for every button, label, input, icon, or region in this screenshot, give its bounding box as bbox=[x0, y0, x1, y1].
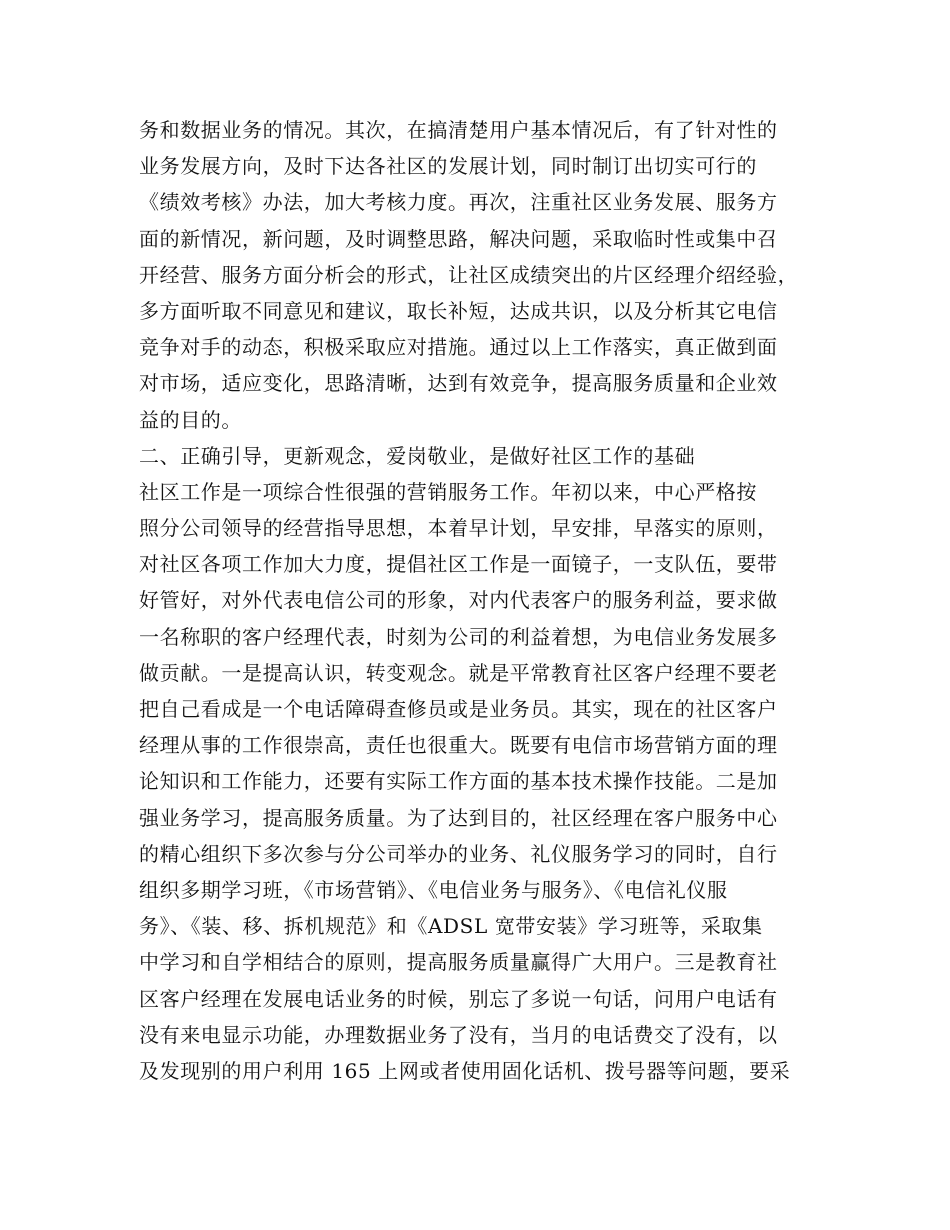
text-line: 经理从事的工作很崇高，责任也很重大。既要有电信市场营销方面的理 bbox=[139, 733, 778, 758]
body-text bbox=[139, 112, 839, 1089]
text-line: 好管好，对外代表电信公司的形象，对内代表客户的服务利益，要求做 bbox=[139, 588, 778, 613]
text-line: 面的新情况，新问题，及时调整思路，解决问题，采取临时性或集中召 bbox=[139, 226, 778, 251]
text-line: 竞争对手的动态，积极采取应对措施。通过以上工作落实，真正做到面 bbox=[139, 335, 778, 360]
text-line: 强业务学习，提高服务质量。为了达到目的，社区经理在客户服务中心 bbox=[139, 805, 778, 830]
text-line: 业务发展方向，及时下达各社区的发展计划，同时制订出切实可行的 bbox=[139, 154, 757, 179]
section-heading: 二、正确引导，更新观念，爱岗敬业，是做好社区工作的基础 bbox=[139, 443, 696, 468]
text-line: 的精心组织下多次参与分公司举办的业务、礼仪服务学习的同时，自行 bbox=[139, 841, 778, 866]
text-line: 把自己看成是一个电话障碍查修员或是业务员。其实，现在的社区客户 bbox=[139, 697, 778, 721]
text-line: 益的目的。 bbox=[139, 407, 242, 432]
text-line: 论知识和工作能力，还要有实际工作方面的基本技术操作技能。二是加 bbox=[139, 769, 778, 794]
text-line: 对社区各项工作加大力度，提倡社区工作是一面镜子，一支队伍，要带 bbox=[139, 552, 778, 577]
text-line: 《绩效考核》办法，加大考核力度。再次，注重社区业务发展、服务方 bbox=[139, 190, 778, 215]
text-line: 及发现别的用户利用 165 上网或者使用固化话机、拨号器等问题，要采 bbox=[139, 1058, 791, 1083]
text-line: 区客户经理在发展电话业务的时候，别忘了多说一句话，问用户电话有 bbox=[139, 986, 778, 1011]
text-line: 组织多期学习班，《市场营销》、《电信业务与服务》、《电信礼仪服 bbox=[139, 877, 728, 902]
text-line: 做贡献。一是提高认识，转变观念。就是平常教育社区客户经理不要老 bbox=[139, 660, 778, 685]
text-line: 对市场，适应变化，思路清晰，达到有效竞争，提高服务质量和企业效 bbox=[139, 371, 778, 396]
text-line: 社区工作是一项综合性很强的营销服务工作。年初以来，中心严格按 bbox=[139, 479, 757, 504]
text-line: 务和数据业务的情况。其次，在搞清楚用户基本情况后，有了针对性的 bbox=[139, 118, 778, 142]
text-line: 务》、《装、移、拆机规范》和《ADSL 宽带安装》学习班等，采取集 bbox=[139, 914, 763, 939]
text-line: 多方面听取不同意见和建议，取长补短，达成共识，以及分析其它电信 bbox=[139, 298, 778, 323]
text-line: 中学习和自学相结合的原则，提高服务质量赢得广大用户。三是教育社 bbox=[139, 950, 778, 975]
text-line: 开经营、服务方面分析会的形式，让社区成绩突出的片区经理介绍经验， bbox=[139, 262, 799, 287]
text-line: 一名称职的客户经理代表，时刻为公司的利益着想，为电信业务发展多 bbox=[139, 624, 778, 649]
text-line: 照分公司领导的经营指导思想，本着早计划，早安排，早落实的原则， bbox=[139, 516, 778, 541]
text-line: 没有来电显示功能，办理数据业务了没有，当月的电话费交了没有，以 bbox=[139, 1022, 778, 1047]
